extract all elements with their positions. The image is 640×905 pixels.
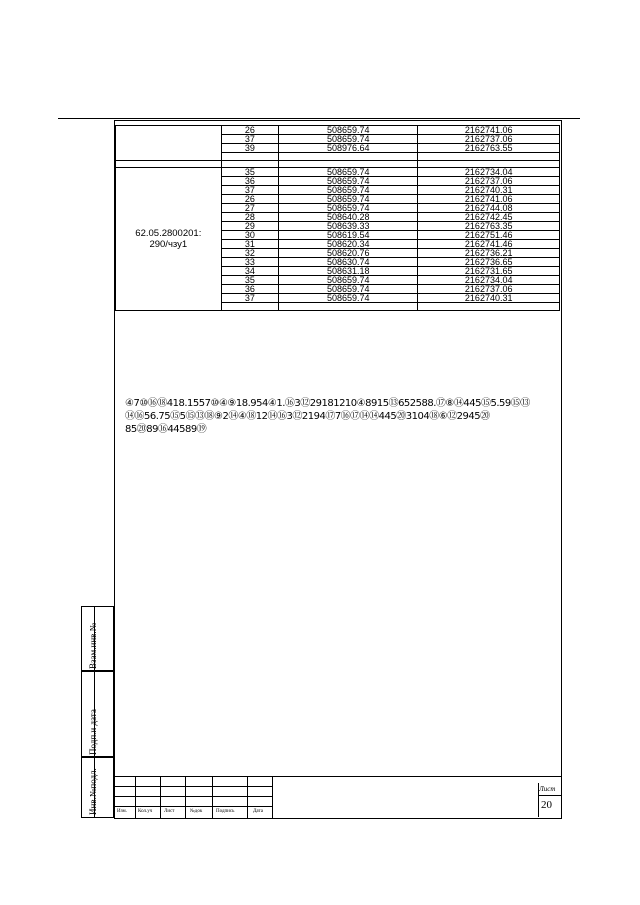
point-number: 37 xyxy=(221,135,278,144)
point-number: 27 xyxy=(221,204,278,213)
top-rule xyxy=(58,118,580,119)
y-coordinate: 2162734.04 xyxy=(418,168,560,177)
side-field-replaced-inv xyxy=(81,606,114,672)
x-coordinate: 508659.74 xyxy=(279,285,418,294)
x-coordinate: 508659.74 xyxy=(279,294,418,303)
x-coordinate: 508640.28 xyxy=(279,213,418,222)
sheet-number: 20 xyxy=(541,799,552,811)
side-label: Взам.инв.№ xyxy=(88,622,98,669)
sheet-label: Лист xyxy=(539,785,556,793)
y-coordinate: 2162736.21 xyxy=(418,249,560,258)
point-number: 32 xyxy=(221,249,278,258)
x-coordinate: 508659.74 xyxy=(279,168,418,177)
encoded-text-line: 85⑳89⑯44589⑲ xyxy=(125,424,207,435)
y-coordinate: 2162740.31 xyxy=(418,186,560,195)
y-coordinate: 2162751.46 xyxy=(418,231,560,240)
y-coordinate: 2162736.65 xyxy=(418,258,560,267)
y-coordinate: 2162734.04 xyxy=(418,276,560,285)
y-coordinate: 2162737.06 xyxy=(418,177,560,186)
point-number: 26 xyxy=(221,195,278,204)
point-number: 37 xyxy=(221,186,278,195)
y-coordinate: 2162740.31 xyxy=(418,294,560,303)
x-coordinate: 508659.74 xyxy=(279,276,418,285)
x-coordinate: 508976.64 xyxy=(279,144,418,153)
coordinates-table xyxy=(115,125,560,311)
point-number: 36 xyxy=(221,177,278,186)
y-coordinate: 2162731.65 xyxy=(418,267,560,276)
y-coordinate: 2162741.06 xyxy=(418,195,560,204)
x-coordinate: 508620.34 xyxy=(279,240,418,249)
stamp-caption: Дата xyxy=(253,809,263,814)
parcel-id-line-1: 62.05.2800201: xyxy=(135,228,202,239)
stamp-caption: Кол.уч xyxy=(138,809,153,814)
x-coordinate: 508619.54 xyxy=(279,231,418,240)
point-number: 37 xyxy=(221,294,278,303)
point-number: 35 xyxy=(221,168,278,177)
point-number: 39 xyxy=(221,144,278,153)
point-number: 30 xyxy=(221,231,278,240)
side-label: Подп.и дата xyxy=(88,709,98,755)
parcel-id-cell xyxy=(116,126,222,161)
y-coordinate: 2162742.45 xyxy=(418,213,560,222)
x-coordinate: 508620.76 xyxy=(279,249,418,258)
side-field-signature-date xyxy=(81,670,114,758)
stamp-caption: Лист xyxy=(164,809,175,814)
y-coordinate: 2162737.06 xyxy=(418,135,560,144)
point-number: 34 xyxy=(221,267,278,276)
x-coordinate: 508639.33 xyxy=(279,222,418,231)
x-coordinate: 508631.18 xyxy=(279,267,418,276)
point-number: 33 xyxy=(221,258,278,267)
stamp-caption: Подпись xyxy=(216,809,235,814)
y-coordinate: 2162737.06 xyxy=(418,285,560,294)
y-coordinate: 2162744.08 xyxy=(418,204,560,213)
point-number: 28 xyxy=(221,213,278,222)
side-label: Инв.№подл. xyxy=(88,768,98,815)
x-coordinate: 508659.74 xyxy=(279,195,418,204)
y-coordinate: 2162741.06 xyxy=(418,126,560,135)
x-coordinate: 508659.74 xyxy=(279,126,418,135)
stamp-caption: №док xyxy=(190,809,203,814)
parcel-id-cell xyxy=(116,168,222,311)
parcel-id-line-2: 290/чзу1 xyxy=(149,239,188,250)
side-field-original-inv xyxy=(81,756,114,818)
encoded-text-line: ⑭⑯56.75⑮5⑮⑬⑱⑨2⑭④⑱12⑭⑯3⑫2194⑰7⑯⑰⑭⑭445⑳3104⑱⑥⑫2945⑳ xyxy=(125,411,490,422)
y-coordinate: 2162741.46 xyxy=(418,240,560,249)
x-coordinate: 508659.74 xyxy=(279,204,418,213)
x-coordinate: 508630.74 xyxy=(279,258,418,267)
x-coordinate: 508659.74 xyxy=(279,177,418,186)
y-coordinate: 2162763.55 xyxy=(418,144,560,153)
point-number: 36 xyxy=(221,285,278,294)
encoded-text-block xyxy=(125,397,550,436)
encoded-text-line: ④7⑩⑯⑱418.1557⑩④⑨18.954④1.⑯3⑫29181210④8915⑬652588.⑰⑧⑭445⑮5.59⑮⑬ xyxy=(125,398,530,409)
point-number: 31 xyxy=(221,240,278,249)
point-number: 29 xyxy=(221,222,278,231)
y-coordinate: 2162763.35 xyxy=(418,222,560,231)
x-coordinate: 508659.74 xyxy=(279,135,418,144)
title-block xyxy=(114,776,561,818)
point-number: 26 xyxy=(221,126,278,135)
stamp-caption: Изм. xyxy=(117,809,127,814)
x-coordinate: 508659.74 xyxy=(279,186,418,195)
point-number: 35 xyxy=(221,276,278,285)
